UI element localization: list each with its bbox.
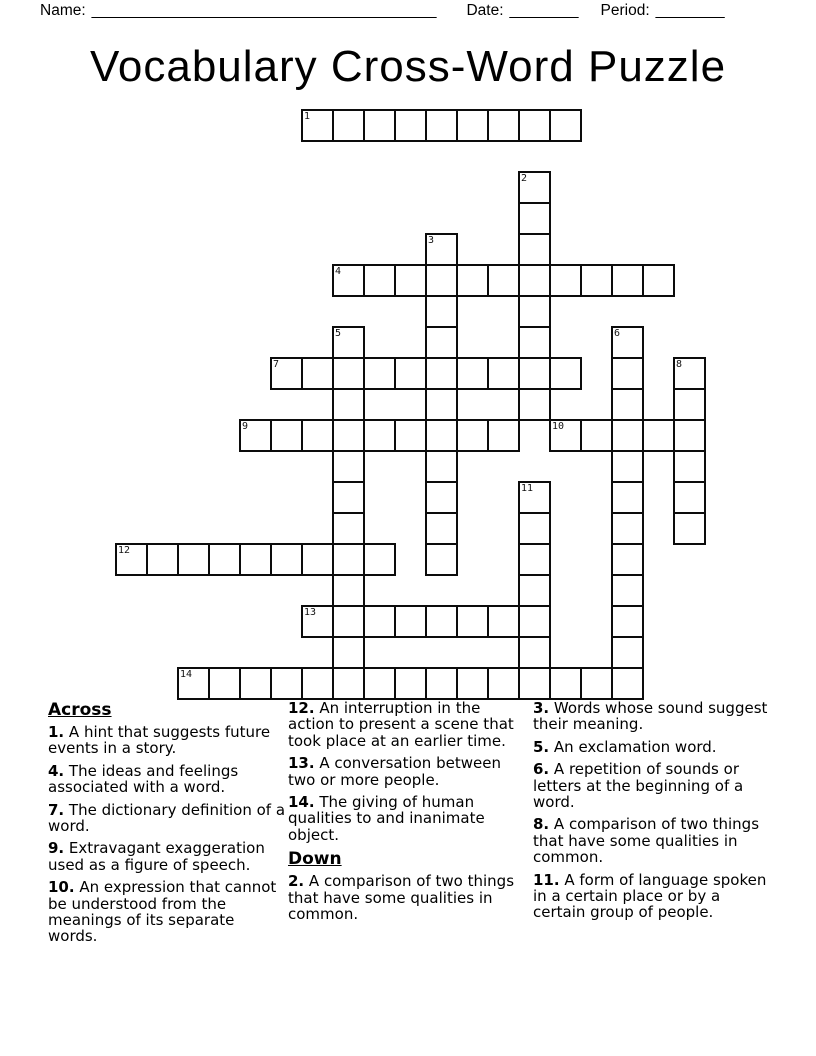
- grid-cell-8-10[interactable]: [363, 419, 396, 452]
- crossword-grid: [116, 110, 705, 699]
- grid-cell-13-8[interactable]: [518, 357, 551, 390]
- grid-cell-13-16[interactable]: [518, 605, 551, 638]
- grid-cell-10-16[interactable]: [425, 605, 458, 638]
- grid-cell-11-18[interactable]: [456, 667, 489, 700]
- grid-cell-11-8[interactable]: [456, 357, 489, 390]
- grid-cell-10-0[interactable]: [425, 109, 458, 142]
- grid-cell-13-4[interactable]: [518, 233, 551, 266]
- clue-5: 5. An exclamation word.: [533, 737, 717, 756]
- grid-cell-13-6[interactable]: [518, 295, 551, 328]
- clue-column-middle: [288, 700, 529, 928]
- grid-cell-15-5[interactable]: [580, 264, 613, 297]
- grid-cell-11-16[interactable]: [456, 605, 489, 638]
- grid-cell-5-8[interactable]: [270, 357, 303, 390]
- grid-cell-8-5[interactable]: [363, 264, 396, 297]
- grid-cell-12-18[interactable]: [487, 667, 520, 700]
- cell-number-1: 1: [304, 111, 311, 122]
- grid-cell-2-14[interactable]: [177, 543, 210, 576]
- grid-cell-16-5[interactable]: [611, 264, 644, 297]
- clue-number: 10.: [48, 878, 75, 897]
- grid-cell-17-10[interactable]: [642, 419, 675, 452]
- grid-cell-18-11[interactable]: [673, 450, 706, 483]
- clue-number: 6.: [533, 760, 550, 779]
- grid-cell-18-10[interactable]: [673, 419, 706, 452]
- grid-cell-11-5[interactable]: [456, 264, 489, 297]
- grid-cell-18-8[interactable]: [673, 357, 706, 390]
- grid-cell-4-10[interactable]: [239, 419, 272, 452]
- grid-cell-13-18[interactable]: [518, 667, 551, 700]
- grid-cell-3-14[interactable]: [208, 543, 241, 576]
- cell-number-3: 3: [428, 235, 435, 246]
- clue-number: 4.: [48, 761, 65, 780]
- grid-cell-14-10[interactable]: [549, 419, 582, 452]
- grid-cell-8-14[interactable]: [363, 543, 396, 576]
- clue-number: 5.: [533, 737, 550, 756]
- grid-cell-13-15[interactable]: [518, 574, 551, 607]
- worksheet-header: [40, 2, 725, 20]
- grid-cell-11-10[interactable]: [456, 419, 489, 452]
- grid-cell-8-0[interactable]: [363, 109, 396, 142]
- grid-cell-13-5[interactable]: [518, 264, 551, 297]
- grid-cell-10-5[interactable]: [425, 264, 458, 297]
- clue-column-right: [533, 700, 773, 927]
- clue-number: 13.: [288, 754, 315, 773]
- clue-number: 3.: [533, 699, 550, 717]
- grid-cell-13-0[interactable]: [518, 109, 551, 142]
- grid-cell-16-16[interactable]: [611, 605, 644, 638]
- grid-cell-16-8[interactable]: [611, 357, 644, 390]
- grid-cell-10-10[interactable]: [425, 419, 458, 452]
- grid-cell-14-18[interactable]: [549, 667, 582, 700]
- date-label: Date:: [466, 2, 504, 19]
- cell-number-5: 5: [335, 328, 342, 339]
- grid-cell-13-17[interactable]: [518, 636, 551, 669]
- grid-cell-13-7[interactable]: [518, 326, 551, 359]
- grid-cell-12-0[interactable]: [487, 109, 520, 142]
- grid-cell-3-18[interactable]: [208, 667, 241, 700]
- grid-cell-16-7[interactable]: [611, 326, 644, 359]
- grid-cell-6-10[interactable]: [301, 419, 334, 452]
- grid-cell-5-10[interactable]: [270, 419, 303, 452]
- clue-number: 8.: [533, 815, 550, 834]
- grid-cell-4-18[interactable]: [239, 667, 272, 700]
- grid-cell-9-10[interactable]: [394, 419, 427, 452]
- date-blank-line[interactable]: ________: [509, 2, 579, 19]
- grid-cell-12-16[interactable]: [487, 605, 520, 638]
- cell-number-8: 8: [676, 359, 683, 370]
- grid-cell-8-16[interactable]: [363, 605, 396, 638]
- grid-cell-16-12[interactable]: [611, 481, 644, 514]
- grid-cell-14-5[interactable]: [549, 264, 582, 297]
- grid-cell-11-0[interactable]: [456, 109, 489, 142]
- grid-cell-7-7[interactable]: [332, 326, 365, 359]
- grid-cell-13-3[interactable]: [518, 202, 551, 235]
- grid-cell-7-14[interactable]: [332, 543, 365, 576]
- grid-cell-6-16[interactable]: [301, 605, 334, 638]
- clue-number: 1.: [48, 723, 65, 741]
- grid-cell-7-10[interactable]: [332, 419, 365, 452]
- grid-cell-4-14[interactable]: [239, 543, 272, 576]
- grid-cell-16-9[interactable]: [611, 388, 644, 421]
- grid-cell-18-9[interactable]: [673, 388, 706, 421]
- clue-number: 7.: [48, 800, 65, 819]
- clue-6: 6. A repetition of sounds or letters at the beginning of a word.: [533, 760, 744, 812]
- grid-cell-9-8[interactable]: [394, 357, 427, 390]
- grid-cell-7-17[interactable]: [332, 636, 365, 669]
- grid-cell-16-11[interactable]: [611, 450, 644, 483]
- grid-cell-14-8[interactable]: [549, 357, 582, 390]
- cell-number-13: 13: [304, 607, 317, 618]
- grid-cell-14-0[interactable]: [549, 109, 582, 142]
- cell-number-10: 10: [552, 421, 565, 432]
- clue-7: 7. The dictionary definition of a word.: [48, 800, 286, 836]
- grid-cell-16-14[interactable]: [611, 543, 644, 576]
- clue-number: 2.: [288, 872, 305, 891]
- grid-cell-7-18[interactable]: [332, 667, 365, 700]
- name-label: Name:: [40, 2, 86, 19]
- grid-cell-6-14[interactable]: [301, 543, 334, 576]
- grid-cell-15-18[interactable]: [580, 667, 613, 700]
- clue-3: 3. Words whose sound suggest their meaning.: [533, 699, 768, 734]
- clue-9: 9. Extravagant exaggeration used as a figure of speech.: [48, 839, 265, 874]
- across-heading: Across: [48, 700, 112, 720]
- name-blank-line[interactable]: ________________________________________: [91, 2, 437, 19]
- grid-cell-9-16[interactable]: [394, 605, 427, 638]
- grid-cell-9-18[interactable]: [394, 667, 427, 700]
- down-heading: Down: [288, 849, 342, 870]
- grid-cell-10-9[interactable]: [425, 388, 458, 421]
- cell-number-4: 4: [335, 266, 342, 277]
- clue-8: 8. A comparison of two things that have some qualities in common.: [533, 815, 760, 867]
- grid-cell-7-5[interactable]: [332, 264, 365, 297]
- grid-cell-7-15[interactable]: [332, 574, 365, 607]
- grid-cell-16-13[interactable]: [611, 512, 644, 545]
- cell-number-9: 9: [242, 421, 249, 432]
- clue-12: 12. An interruption in the action to present a scene that took place at an earlier time.: [288, 699, 514, 750]
- clue-number: 14.: [288, 793, 315, 812]
- grid-cell-1-14[interactable]: [146, 543, 179, 576]
- grid-cell-10-7[interactable]: [425, 326, 458, 359]
- grid-cell-18-12[interactable]: [673, 481, 706, 514]
- grid-cell-13-14[interactable]: [518, 543, 551, 576]
- period-label: Period:: [600, 2, 650, 19]
- grid-cell-7-9[interactable]: [332, 388, 365, 421]
- clue-number: 9.: [48, 839, 65, 858]
- grid-cell-8-8[interactable]: [363, 357, 396, 390]
- grid-cell-6-18[interactable]: [301, 667, 334, 700]
- clue-number: 12.: [288, 699, 315, 717]
- grid-cell-8-18[interactable]: [363, 667, 396, 700]
- grid-cell-7-12[interactable]: [332, 481, 365, 514]
- grid-cell-17-5[interactable]: [642, 264, 675, 297]
- grid-cell-2-18[interactable]: [177, 667, 210, 700]
- grid-cell-16-10[interactable]: [611, 419, 644, 452]
- clue-13: 13. A conversation between two or more people.: [288, 754, 501, 789]
- grid-cell-18-13[interactable]: [673, 512, 706, 545]
- grid-cell-6-0[interactable]: [301, 109, 334, 142]
- clue-14: 14. The giving of human qualities to and inanimate object.: [288, 793, 485, 844]
- grid-cell-13-2[interactable]: [518, 171, 551, 204]
- clue-1: 1. A hint that suggests future events in a story.: [48, 723, 271, 758]
- grid-cell-13-13[interactable]: [518, 512, 551, 545]
- grid-cell-7-8[interactable]: [332, 357, 365, 390]
- grid-cell-7-16[interactable]: [332, 605, 365, 638]
- clue-2: 2. A comparison of two things that have some qualities in common.: [288, 872, 515, 924]
- grid-cell-9-5[interactable]: [394, 264, 427, 297]
- grid-cell-5-18[interactable]: [270, 667, 303, 700]
- grid-cell-13-9[interactable]: [518, 388, 551, 421]
- grid-cell-10-6[interactable]: [425, 295, 458, 328]
- cell-number-12: 12: [118, 545, 131, 556]
- grid-cell-16-17[interactable]: [611, 636, 644, 669]
- grid-cell-10-12[interactable]: [425, 481, 458, 514]
- grid-cell-9-0[interactable]: [394, 109, 427, 142]
- grid-cell-7-13[interactable]: [332, 512, 365, 545]
- period-blank-line[interactable]: ________: [655, 2, 725, 19]
- grid-cell-10-14[interactable]: [425, 543, 458, 576]
- grid-cell-7-0[interactable]: [332, 109, 365, 142]
- grid-cell-6-8[interactable]: [301, 357, 334, 390]
- clue-column-left: [48, 700, 286, 951]
- grid-cell-7-11[interactable]: [332, 450, 365, 483]
- grid-cell-16-18[interactable]: [611, 667, 644, 700]
- grid-cell-10-13[interactable]: [425, 512, 458, 545]
- page-title: Vocabulary Cross-Word Puzzle: [89, 42, 727, 91]
- clue-11: 11. A form of language spoken in a certain place or by a certain group of people.: [533, 870, 767, 922]
- grid-cell-10-18[interactable]: [425, 667, 458, 700]
- cell-number-7: 7: [273, 359, 280, 370]
- grid-cell-10-11[interactable]: [425, 450, 458, 483]
- grid-cell-12-8[interactable]: [487, 357, 520, 390]
- clue-number: 11.: [533, 870, 560, 889]
- cell-number-11: 11: [521, 483, 534, 494]
- grid-cell-10-4[interactable]: [425, 233, 458, 266]
- grid-cell-10-8[interactable]: [425, 357, 458, 390]
- clue-4: 4. The ideas and feelings associated with a word.: [48, 761, 239, 797]
- clue-10: 10. An expression that cannot be understood from the meanings of its separate words.: [48, 878, 277, 946]
- cell-number-2: 2: [521, 173, 528, 184]
- grid-cell-15-10[interactable]: [580, 419, 613, 452]
- grid-cell-5-14[interactable]: [270, 543, 303, 576]
- grid-cell-0-14[interactable]: [115, 543, 148, 576]
- grid-cell-12-10[interactable]: [487, 419, 520, 452]
- cell-number-14: 14: [180, 669, 193, 680]
- cell-number-6: 6: [614, 328, 621, 339]
- grid-cell-13-12[interactable]: [518, 481, 551, 514]
- grid-cell-16-15[interactable]: [611, 574, 644, 607]
- grid-cell-12-5[interactable]: [487, 264, 520, 297]
